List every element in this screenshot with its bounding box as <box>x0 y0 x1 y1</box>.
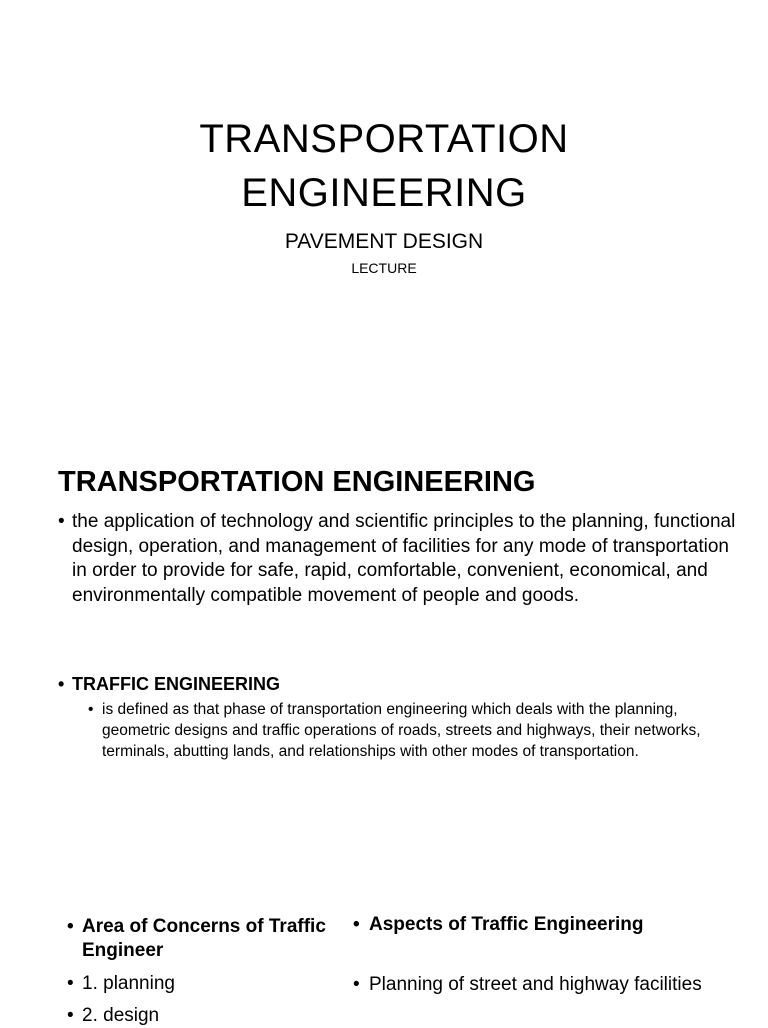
bullet-icon: • <box>353 914 360 935</box>
slide-title <box>0 112 768 220</box>
title-slide <box>0 0 768 440</box>
list-item <box>67 972 347 996</box>
bullet-icon: • <box>88 701 94 718</box>
bullet-icon: • <box>67 1005 74 1026</box>
slide-heading: TRANSPORTATION ENGINEERING <box>58 466 536 498</box>
bullet-icon: • <box>58 674 65 694</box>
left-column-heading-bullet <box>67 915 347 963</box>
definition-text: the application of technology and scientific principles to the planning, functional design, operation, and management of facilities for any mode of transportation in order to provide for safe, rapid, comfortable, convenient, economical, and environmentally compatible movement of people and goods. <box>72 511 736 606</box>
list-item-text: Planning of street and highway facilities <box>369 974 702 995</box>
slide-subtitle: PAVEMENT DESIGN <box>284 230 484 253</box>
bullet-icon: • <box>58 511 65 532</box>
traffic-heading: TRAFFIC ENGINEERING <box>72 674 281 694</box>
title-line-2: ENGINEERING <box>241 171 527 215</box>
right-column-heading-bullet <box>353 913 733 937</box>
bullet-icon: • <box>67 973 74 994</box>
bullet-icon: • <box>67 916 74 937</box>
content-slide <box>0 440 768 1024</box>
list-item-text: 1. planning <box>82 973 175 994</box>
bullet-icon: • <box>353 974 360 995</box>
list-item <box>353 974 733 996</box>
list-item <box>67 1004 347 1028</box>
left-column-heading: Area of Concerns of Traffic Engineer <box>82 916 326 961</box>
right-column-heading: Aspects of Traffic Engineering <box>369 914 644 935</box>
traffic-definition-bullet <box>88 699 728 762</box>
traffic-engineering-bullet <box>58 672 748 696</box>
traffic-definition-text: is defined as that phase of transportation engineering which deals with the planning, geometric designs and traffic operations of roads, streets and highways, their networks, terminals, abutting lands, and relationships with other modes of transportation. <box>102 701 701 760</box>
list-item-text: 2. design <box>82 1005 160 1026</box>
slide-subtitle-secondary: LECTURE <box>351 260 417 276</box>
title-line-1: TRANSPORTATION <box>199 117 569 161</box>
definition-bullet <box>58 510 748 608</box>
